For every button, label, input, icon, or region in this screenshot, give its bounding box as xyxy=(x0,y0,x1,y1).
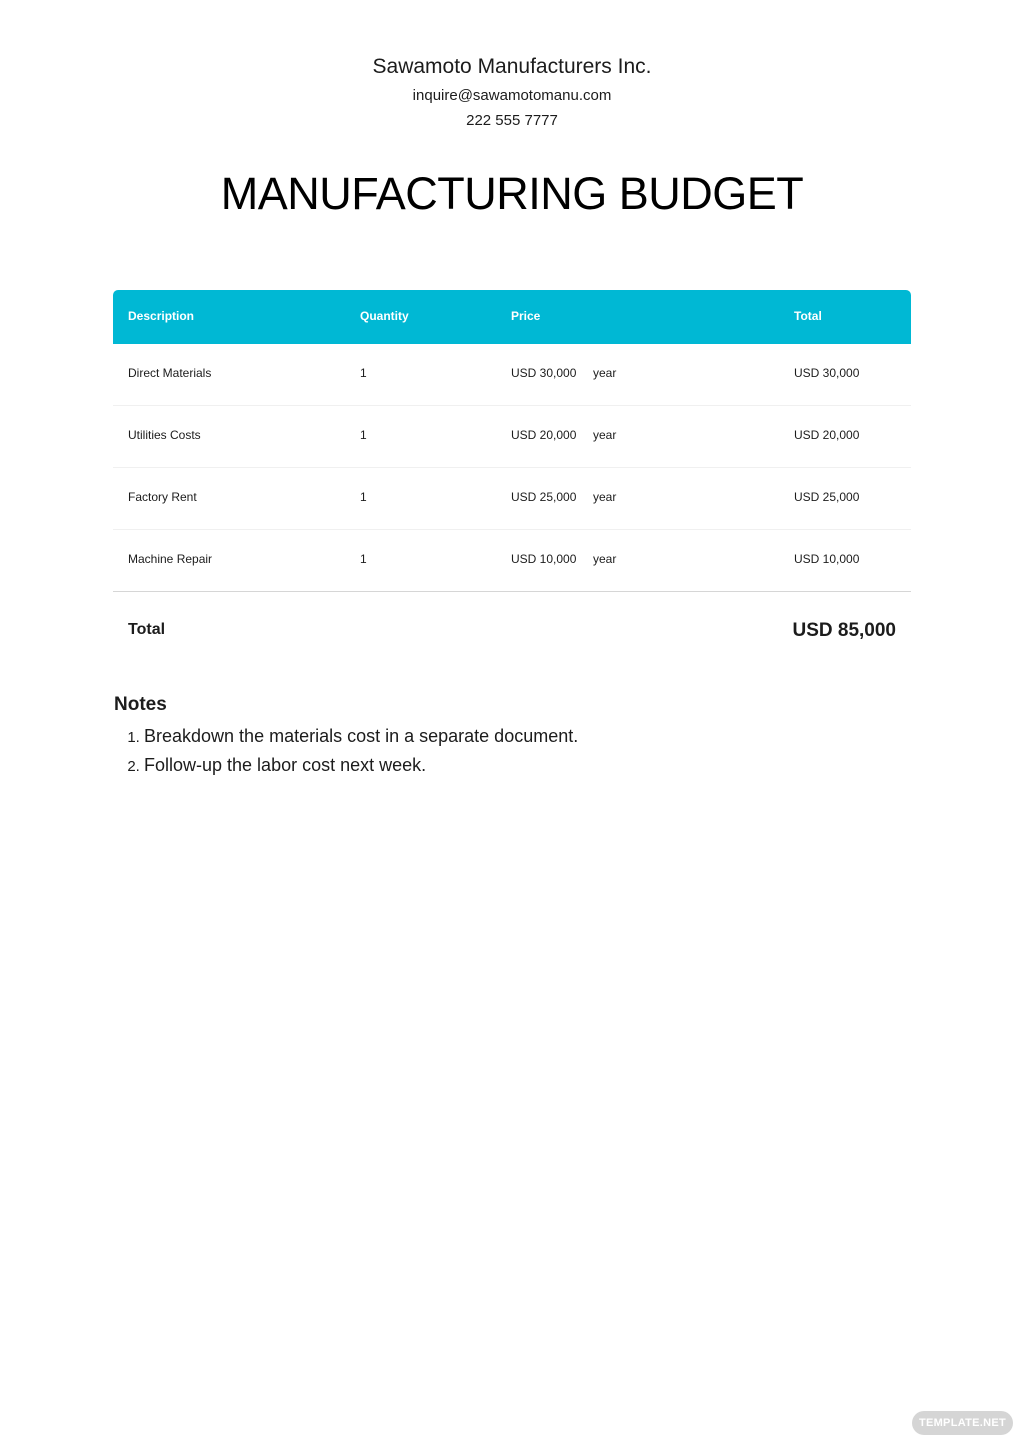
grand-total-label: Total xyxy=(128,621,166,638)
row-price: USD 20,000 xyxy=(511,428,577,442)
note-item: 2. Follow-up the labor cost next week. xyxy=(144,751,914,780)
notes-section xyxy=(114,692,914,780)
table-row xyxy=(113,468,911,530)
row-description: Direct Materials xyxy=(128,366,212,380)
notes-list xyxy=(114,722,914,780)
row-price: USD 30,000 xyxy=(511,366,577,380)
row-quantity: 1 xyxy=(360,552,367,566)
document-title: MANUFACTURING BUDGET xyxy=(220,168,804,219)
document-header xyxy=(0,54,1024,133)
company-phone: 222 555 7777 xyxy=(466,112,558,129)
row-total: USD 10,000 xyxy=(794,552,860,566)
company-name: Sawamoto Manufacturers Inc. xyxy=(372,55,652,78)
notes-title: Notes xyxy=(114,694,167,715)
row-quantity: 1 xyxy=(360,490,367,504)
template-watermark-badge[interactable]: TEMPLATE.NET xyxy=(912,1411,1013,1435)
row-price-unit: year xyxy=(593,490,617,504)
column-header-total: Total xyxy=(794,309,822,323)
row-description: Utilities Costs xyxy=(128,428,201,442)
table-row xyxy=(113,344,911,406)
company-email: inquire@sawamotomanu.com xyxy=(412,87,612,104)
row-price-unit: year xyxy=(593,552,617,566)
column-header-price: Price xyxy=(511,309,541,323)
row-price: USD 10,000 xyxy=(511,552,577,566)
row-quantity: 1 xyxy=(360,366,367,380)
row-total: USD 25,000 xyxy=(794,490,860,504)
row-description: Factory Rent xyxy=(128,490,197,504)
row-price: USD 25,000 xyxy=(511,490,577,504)
table-row xyxy=(113,406,911,468)
grand-total-row xyxy=(113,592,911,672)
row-price-unit: year xyxy=(593,428,617,442)
grand-total-value: USD 85,000 xyxy=(792,620,896,641)
note-item: 1. Breakdown the materials cost in a separate document. xyxy=(144,722,914,751)
contact-info xyxy=(0,83,1024,133)
table-header xyxy=(113,290,911,344)
row-price-unit: year xyxy=(593,366,617,380)
table-row xyxy=(113,530,911,592)
column-header-description: Description xyxy=(128,309,195,323)
row-description: Machine Repair xyxy=(128,552,213,566)
column-header-quantity: Quantity xyxy=(360,309,409,323)
budget-table xyxy=(113,290,911,672)
row-quantity: 1 xyxy=(360,428,367,442)
row-total: USD 20,000 xyxy=(794,428,860,442)
row-total: USD 30,000 xyxy=(794,366,860,380)
